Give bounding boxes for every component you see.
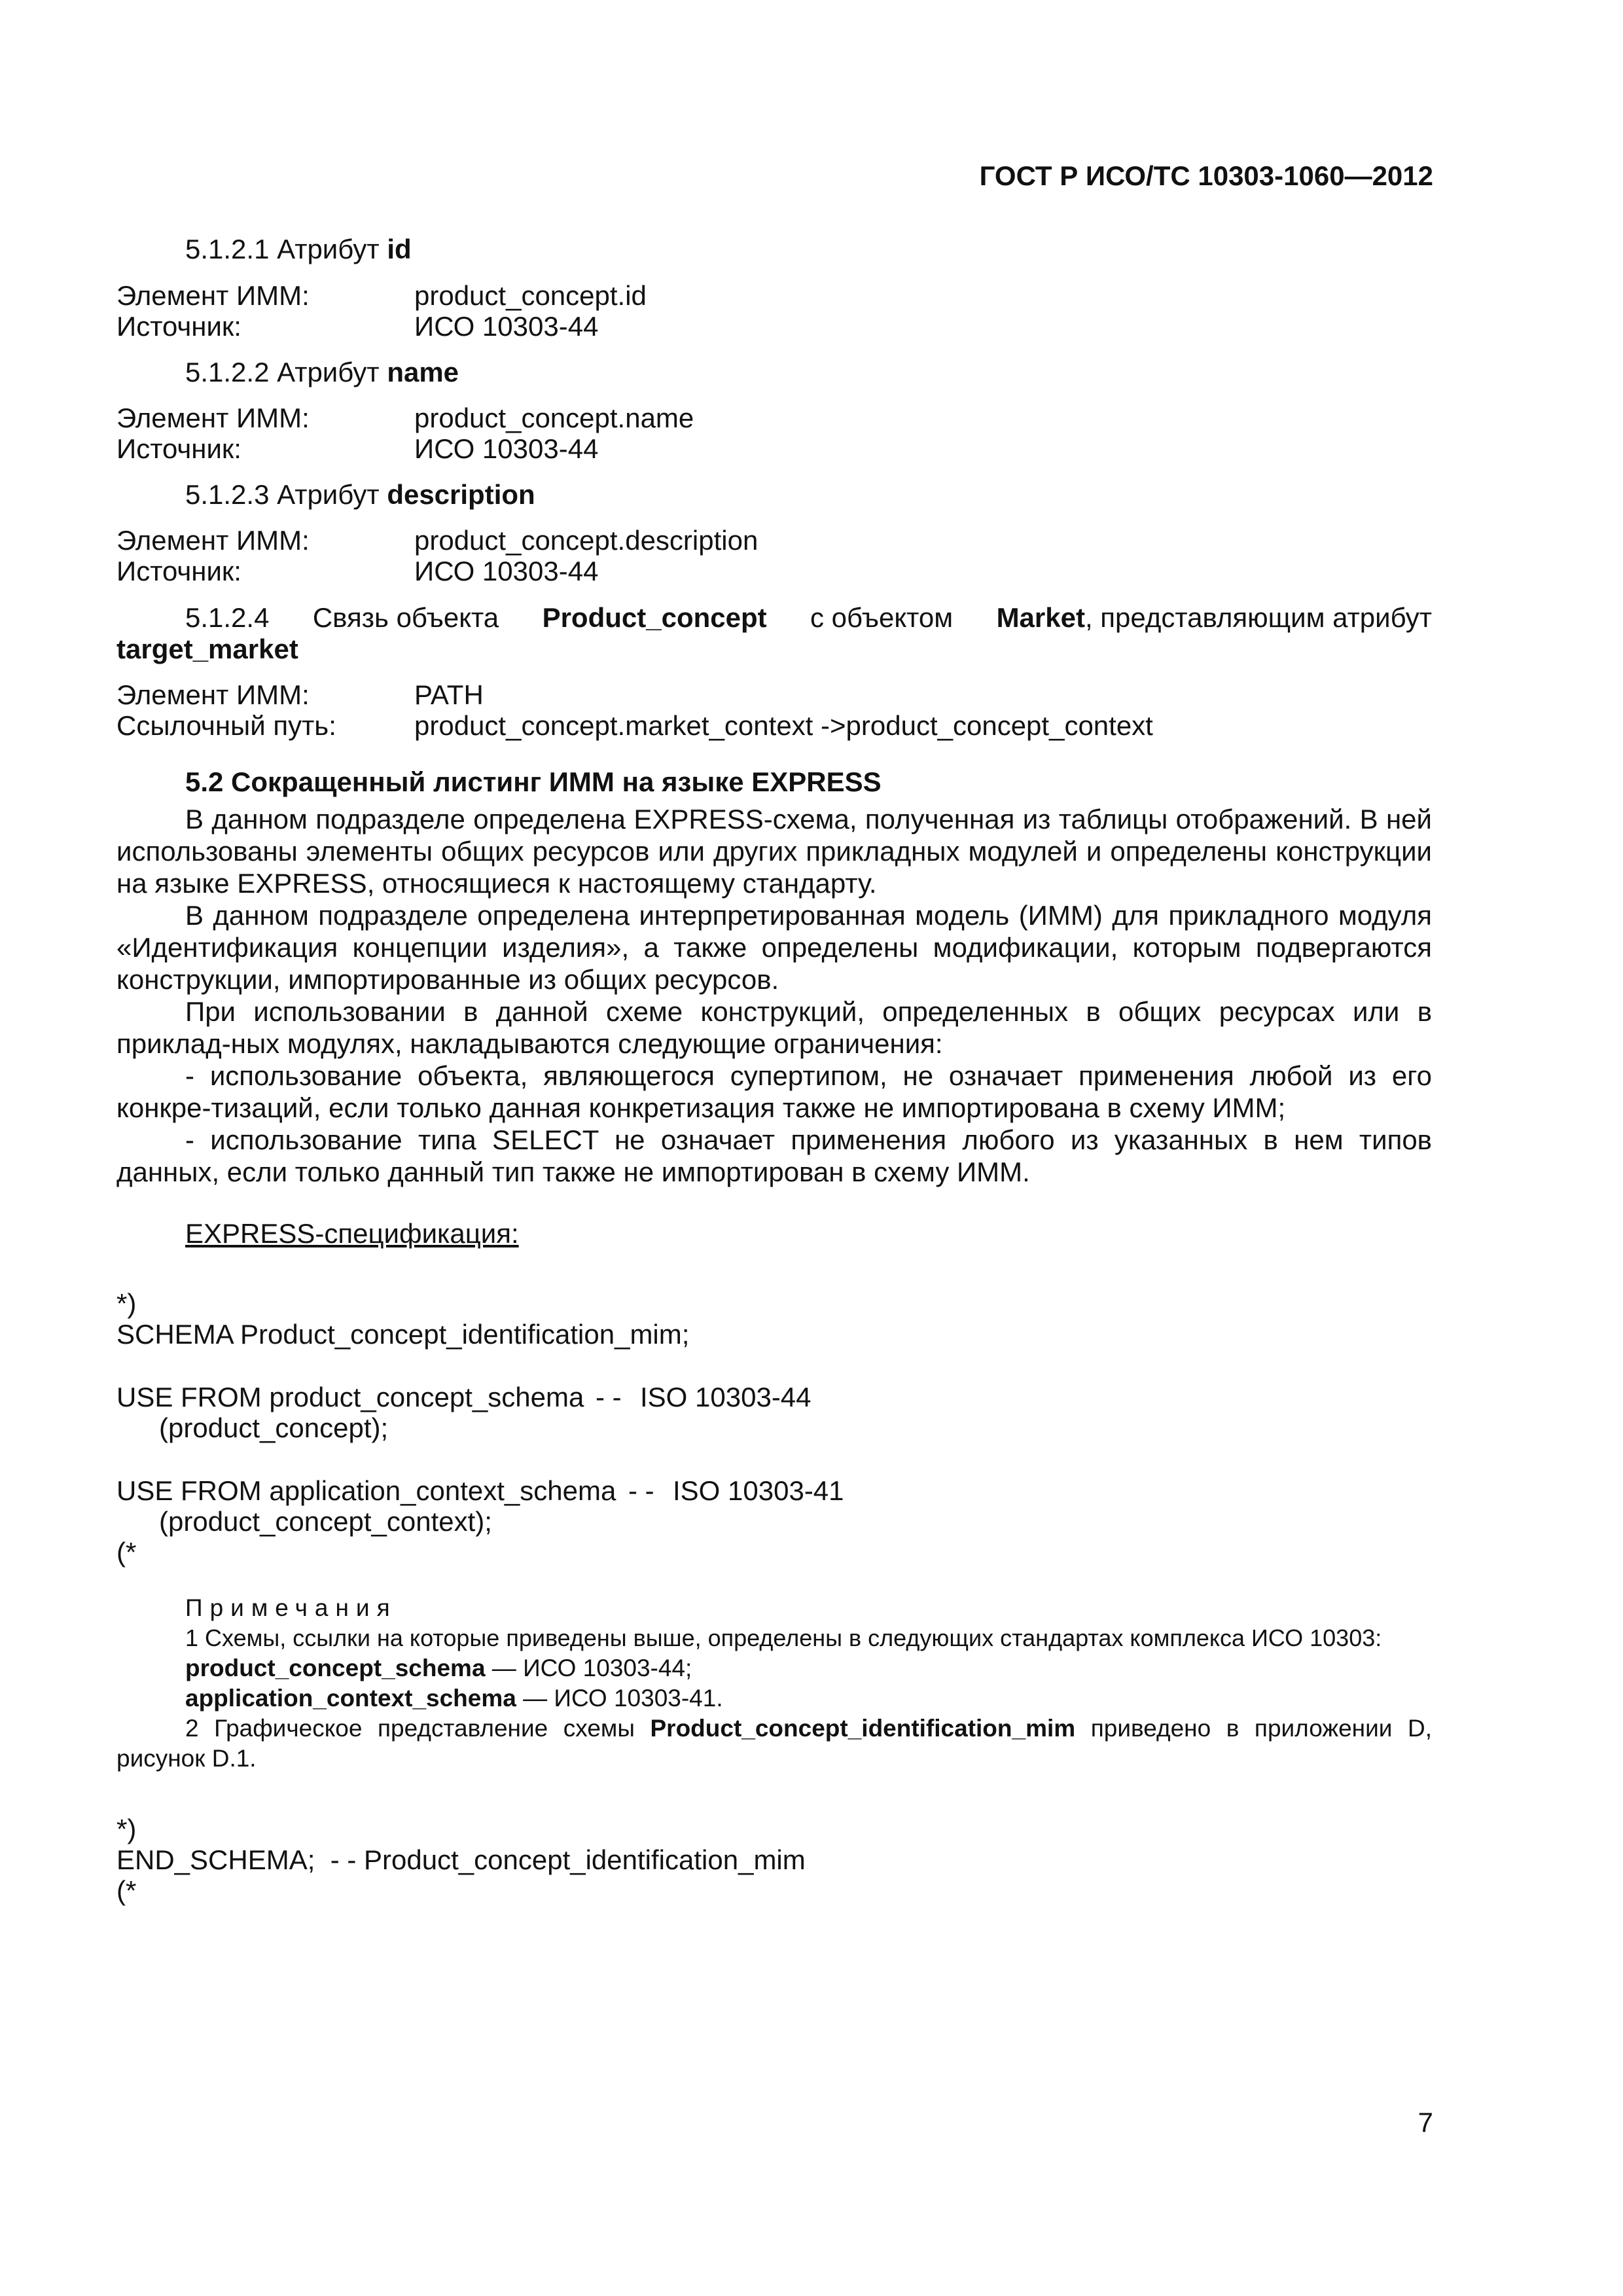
heading-text: , представляющим атрибут [1084, 602, 1432, 633]
page-number: 7 [1418, 2107, 1433, 2138]
section-5-2-title: 5.2 Сокращенный листинг ИММ на языке EXPRESS [185, 766, 882, 797]
code-line: SCHEMA Product_concept_identification_mim; [116, 1319, 690, 1350]
mim-element-value: product_concept.description [414, 525, 758, 556]
attribute-target-market: target_market [116, 634, 298, 664]
mim-element-label: Элемент ИММ: [116, 525, 310, 556]
code-line: USE FROM product_concept_schema [116, 1382, 584, 1412]
attribute-name: name [387, 357, 459, 387]
subsection-number: 5.1.2.3 [185, 479, 270, 510]
code-line: (product_concept_context); [159, 1506, 492, 1537]
mim-element-value: product_concept.name [414, 403, 694, 433]
mim-element-label: Элемент ИММ: [116, 403, 310, 433]
schema-name: Product_concept_identification_mim [650, 1715, 1076, 1742]
entity-product-concept: Product_concept [542, 602, 767, 633]
heading-market-group [997, 601, 1432, 634]
subsection-prefix: Атрибут [277, 357, 380, 387]
note-2 [116, 1713, 1432, 1774]
attribute-name: description [387, 479, 535, 510]
express-specification-label: EXPRESS-спецификация: [185, 1218, 519, 1249]
list-item: - использование объекта, являющегося супертипом, не означает применения любой из его конкре-тизаций, если только данная конкретизация также не импортирована в схему ИММ; [116, 1060, 1432, 1123]
source-label: Источник: [116, 433, 241, 464]
source-value: ИСО 10303-44 [414, 311, 599, 342]
mim-element-value: PATH [414, 679, 484, 710]
mim-element-value: product_concept.id [414, 280, 647, 311]
subsection-prefix: Атрибут [277, 479, 380, 510]
code-line: (* [116, 1875, 137, 1906]
code-line: (product_concept); [159, 1412, 389, 1443]
attribute-name: id [387, 234, 412, 264]
subsection-number: 5.1.2.2 [185, 357, 270, 387]
paragraph: При использовании в данной схеме конструкций, определенных в общих ресурсах или в приклад-ных модулях, накладываются следующие ограничения: [116, 996, 1432, 1059]
subsection-heading-target-market [185, 601, 1432, 634]
code-line: USE FROM application_context_schema [116, 1475, 616, 1506]
code-line: (* [116, 1537, 137, 1568]
schema-name: application_context_schema [185, 1685, 516, 1712]
subsection-number: 5.1.2.4 [185, 602, 270, 633]
note-1b [185, 1683, 723, 1713]
source-value: ИСО 10303-44 [414, 433, 599, 464]
code-comment: ISO 10303-44 [640, 1382, 812, 1412]
subsection-heading-description [185, 478, 535, 511]
code-line: *) [116, 1814, 137, 1844]
source-value: ИСО 10303-44 [414, 556, 599, 586]
note-text: 2 Графическое представление схемы [185, 1715, 651, 1742]
note-1a [185, 1653, 692, 1683]
reference-path-label: Ссылочный путь: [116, 710, 336, 741]
list-item: - использование типа SELECT не означает применения любого из указанных в нем типов данных, если только данный тип также не импортирован в схему ИММ. [116, 1124, 1432, 1187]
code-line: *) [116, 1288, 137, 1319]
note-1: 1 Схемы, ссылки на которые приведены выше, определены в следующих стандартах комплекса ИСО 10303: [185, 1624, 1382, 1651]
mim-element-label: Элемент ИММ: [116, 280, 310, 311]
code-comment-marker: - - [628, 1475, 654, 1506]
code-comment: ISO 10303-41 [673, 1475, 844, 1506]
subsection-prefix: Атрибут [277, 234, 380, 264]
paragraph: В данном подразделе определена интерпретированная модель (ИММ) для прикладного модуля «Идентификация концепции изделия», а также определены модификации, которым подвергаются конструкции, импортированные из общих ресурсов. [116, 900, 1432, 995]
schema-name: product_concept_schema [185, 1655, 486, 1681]
paragraph: В данном подразделе определена EXPRESS-схема, полученная из таблицы отображений. В ней использованы элементы общих ресурсов или других прикладных модулей и определены конструкции на языке EXPRESS, относящиеся к настоящему стандарту. [116, 804, 1432, 899]
reference-path-value: product_concept.market_context ->product_concept_context [414, 710, 1153, 741]
note-text: приведено в приложении D, рисунок D.1. [116, 1715, 1432, 1772]
code-comment-marker: - - [596, 1382, 622, 1412]
subsection-heading-id [185, 233, 412, 266]
mim-element-label: Элемент ИММ: [116, 679, 310, 710]
note-text: — ИСО 10303-44; [485, 1655, 692, 1681]
code-line: END_SCHEMA; - - Product_concept_identification_mim [116, 1844, 806, 1875]
entity-market: Market [996, 602, 1085, 633]
notes-title: Примечания [185, 1594, 397, 1621]
note-text: — ИСО 10303-41. [516, 1685, 723, 1712]
subsection-number: 5.1.2.1 [185, 234, 270, 264]
document-header: ГОСТ Р ИСО/ТС 10303-1060—2012 [979, 160, 1433, 191]
source-label: Источник: [116, 556, 241, 586]
source-label: Источник: [116, 311, 241, 342]
heading-text: Связь объекта [312, 602, 499, 633]
heading-text: с объектом [810, 602, 954, 633]
subsection-heading-name [185, 356, 459, 389]
